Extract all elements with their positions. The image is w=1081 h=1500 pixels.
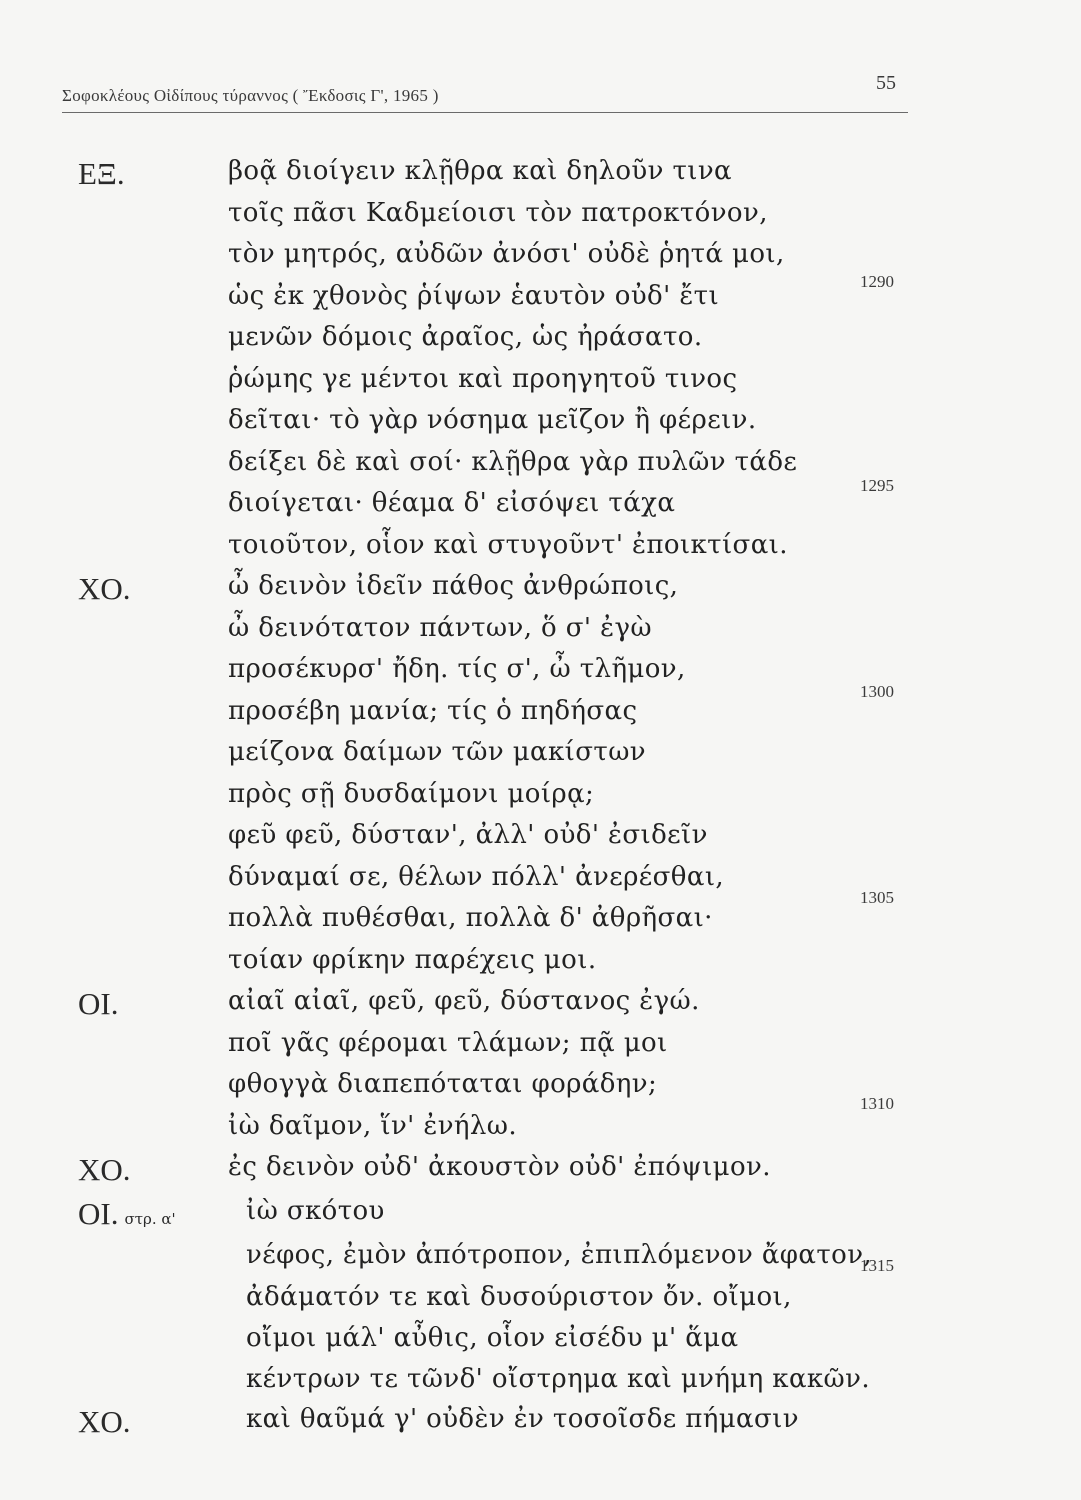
verse-text: προσέκυρσ' ἤδη. τίς σ', ὦ τλῆμον,: [228, 654, 686, 684]
verse-line: [0, 1240, 1000, 1284]
verse-line: [0, 488, 1000, 532]
verse-line: [0, 1282, 1000, 1326]
speaker-label: [78, 1196, 176, 1232]
line-number: 1290: [860, 272, 894, 291]
verse-line: [0, 1364, 1000, 1408]
verse-text: μείζονα δαίμων τῶν μακίστων: [228, 737, 647, 767]
speaker-name: ΧΟ.: [78, 571, 131, 606]
verse-text: φθογγὰ διαπεπόταται φοράδην;: [228, 1069, 658, 1099]
verse-text: πρὸς σῇ δυσδαίμονι μοίρᾳ;: [228, 778, 595, 809]
verse-line: [0, 1028, 1000, 1072]
verse-text: προσέβη μανία; τίς ὁ πηδήσας: [228, 695, 638, 726]
verse-line: [0, 1152, 1000, 1196]
verse-line: [0, 779, 1000, 823]
verse-line: [0, 737, 1000, 781]
speaker-name: ΟΙ.: [78, 986, 119, 1021]
speaker-label: [78, 1404, 131, 1440]
verse-text: τὸν μητρός, αὐδῶν ἀνόσι' οὐδὲ ῥητά μοι,: [228, 239, 785, 269]
verse-line: [0, 198, 1000, 242]
verse-line: [0, 613, 1000, 657]
verse-text: τοίαν φρίκην παρέχεις μοι.: [228, 944, 597, 975]
verse-text: καὶ θαῦμά γ' οὐδὲν ἐν τοσοῖσδε πήμασιν: [246, 1404, 799, 1434]
verse-line: [0, 862, 1000, 906]
verse-line: [0, 945, 1000, 989]
verse-text: διοίγεται· θέαμα δ' εἰσόψει τάχα: [228, 488, 676, 518]
verse-text: ἰὼ δαῖμον, ἵν' ἐνήλω.: [228, 1110, 518, 1141]
verse-line: [0, 696, 1000, 740]
speaker-name: ΕΞ.: [78, 156, 125, 191]
verse-text: πολλὰ πυθέσθαι, πολλὰ δ' ἀθρῆσαι·: [228, 903, 713, 933]
speaker-name: ΧΟ.: [78, 1152, 131, 1187]
verse-text: φεῦ φεῦ, δύσταν', ἀλλ' οὐδ' ἐσιδεῖν: [228, 820, 708, 850]
verse-line: [0, 364, 1000, 408]
verse-text: δείξει δὲ καὶ σοί· κλῇθρα γὰρ πυλῶν τάδε: [228, 446, 798, 477]
verse-text: δεῖται· τὸ γὰρ νόσημα μεῖζον ἢ φέρειν.: [228, 405, 757, 435]
verse-line: [0, 447, 1000, 491]
verse-line: [0, 820, 1000, 864]
verse-text: μενῶν δόμοις ἀραῖος, ὡς ἠράσατο.: [228, 322, 703, 352]
verse-line: [0, 156, 1000, 200]
verse-line: [0, 571, 1000, 615]
verse-line: [0, 1196, 1000, 1240]
verse-line: [0, 1111, 1000, 1155]
verse-line: [0, 986, 1000, 1030]
line-number: 1295: [860, 476, 894, 495]
verse-text: ὦ δεινότατον πάντων, ὅ σ' ἐγὼ: [228, 612, 653, 643]
stropha-marker: στρ. α': [124, 1210, 176, 1228]
verse-text: ἀδάματόν τε καὶ δυσούριστον ὄν. οἴμοι,: [246, 1282, 792, 1312]
verse-line: [0, 1323, 1000, 1367]
line-number: 1315: [860, 1256, 894, 1275]
verse-text: ὡς ἐκ χθονὸς ῥίψων ἑαυτὸν οὐδ' ἔτι: [228, 280, 720, 311]
speaker-label: [78, 571, 131, 607]
verse-line: [0, 654, 1000, 698]
speaker-name: ΟΙ.: [78, 1196, 119, 1231]
verse-line: [0, 1404, 1000, 1448]
page-number: 55: [876, 72, 896, 94]
verse-text: ὦ δεινὸν ἰδεῖν πάθος ἀνθρώποις,: [228, 571, 679, 601]
verse-text: ἐς δεινὸν οὐδ' ἀκουστὸν οὐδ' ἐπόψιμον.: [228, 1152, 771, 1182]
line-number: 1305: [860, 888, 894, 907]
verse-text: νέφος, ἐμὸν ἀπότροπον, ἐπιπλόμενον ἄφατον,: [246, 1240, 873, 1270]
verse-line: [0, 903, 1000, 947]
verse-text: βοᾷ διοίγειν κλῇθρα καὶ δηλοῦν τινα: [228, 156, 732, 186]
verse-line: [0, 405, 1000, 449]
line-number: 1310: [860, 1094, 894, 1113]
line-number: 1300: [860, 682, 894, 701]
verse-text: αἰαῖ αἰαῖ, φεῦ, φεῦ, δύστανος ἐγώ.: [228, 986, 700, 1016]
speaker-label: [78, 156, 125, 192]
verse-line: [0, 530, 1000, 574]
header-rule: [62, 112, 908, 113]
verse-text: τοιοῦτον, οἷον καὶ στυγοῦντ' ἐποικτίσαι.: [228, 529, 788, 560]
verse-text: κέντρων τε τῶνδ' οἴστρημα καὶ μνήμη κακῶν.: [246, 1364, 871, 1394]
verse-text: ἰὼ σκότου: [246, 1196, 385, 1226]
verse-line: [0, 322, 1000, 366]
verse-text: ῥώμης γε μέντοι καὶ προηγητοῦ τινος: [228, 363, 738, 394]
verse-text: τοῖς πᾶσι Καδμείοισι τὸν πατροκτόνον,: [228, 197, 768, 228]
verse-text: δύναμαί σε, θέλων πόλλ' ἀνερέσθαι,: [228, 861, 725, 892]
running-title: Σοφοκλέους Οἰδίπους τύραννος ( Ἔκδοσις Γ', 1965 ): [62, 86, 439, 105]
verse-line: [0, 281, 1000, 325]
speaker-name: ΧΟ.: [78, 1404, 131, 1439]
speaker-label: [78, 986, 118, 1022]
speaker-label: [78, 1152, 131, 1188]
verse-text: ποῖ γᾶς φέρομαι τλάμων; πᾷ μοι: [228, 1027, 668, 1058]
verse-line: [0, 239, 1000, 283]
verse-text: οἴμοι μάλ' αὖθις, οἷον εἰσέδυ μ' ἅμα: [246, 1323, 739, 1353]
verse-line: [0, 1069, 1000, 1113]
